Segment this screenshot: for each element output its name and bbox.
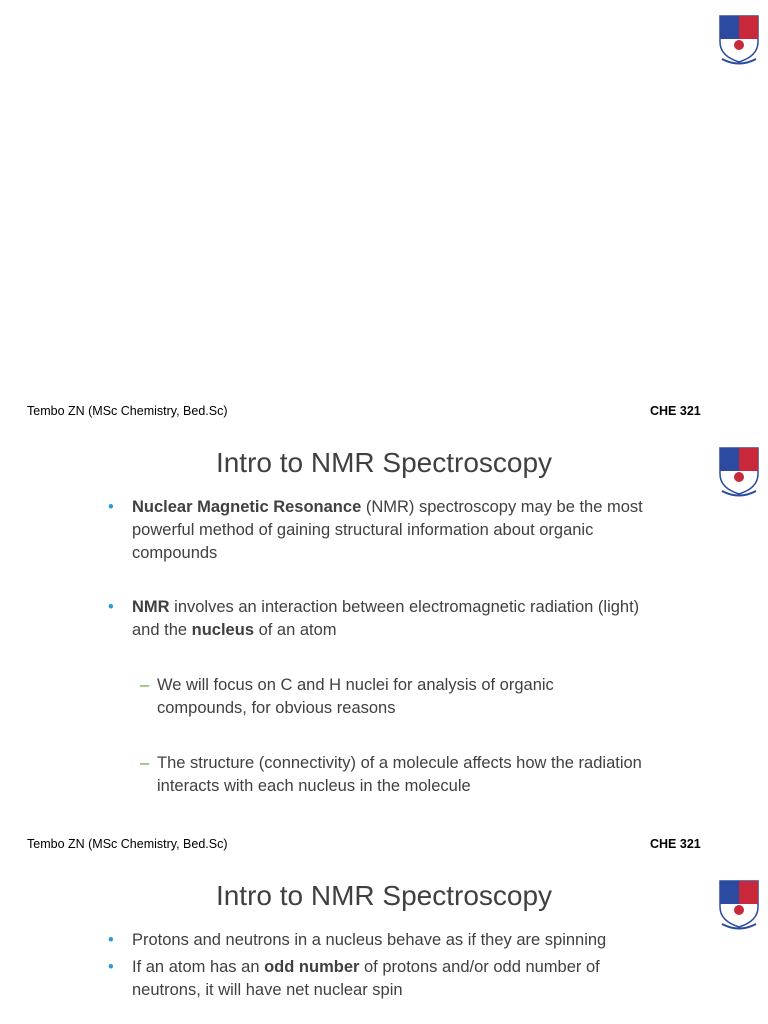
bullet-text: (NMR) spectroscopy may be the most powerful method of gaining structural information about organic compounds — [132, 498, 643, 562]
bullet-list — [108, 496, 648, 798]
university-crest-logo — [716, 444, 762, 498]
bullet-item — [108, 496, 648, 565]
footer-course-code: CHE 321 — [650, 837, 701, 851]
bullet-text: If an atom has an — [132, 958, 265, 976]
sub-bullet-text: The structure (connectivity) of a molecule affects how the radiation interacts with each nucleus in the molecule — [157, 754, 642, 795]
bullet-text: Protons and neutrons in a nucleus behave as if they are spinning — [132, 931, 607, 949]
bullet-text: involves an interaction between electromagnetic radiation (light) and the — [132, 598, 640, 639]
slide-title: Intro to NMR Spectroscopy — [215, 880, 553, 911]
footer-author: Tembo ZN (MSc Chemistry, Bed.Sc) — [27, 404, 228, 418]
slide-title: Intro to NMR Spectroscopy — [215, 447, 553, 478]
bullet-list — [108, 929, 648, 1002]
bullet-marker: • — [108, 958, 114, 976]
bullet-marker: • — [108, 598, 114, 616]
bullet-bold-text: odd number — [264, 958, 360, 976]
university-crest-logo — [716, 877, 762, 931]
bullet-item — [108, 956, 648, 1002]
bullet-marker: • — [108, 931, 114, 949]
sub-bullet-item — [108, 752, 648, 798]
bullet-bold-text: Nuclear Magnetic Resonance — [132, 498, 362, 516]
footer-author: Tembo ZN (MSc Chemistry, Bed.Sc) — [27, 837, 228, 851]
bullet-text: of an atom — [254, 621, 337, 639]
university-crest-logo — [716, 12, 762, 66]
sub-bullet-text: We will focus on C and H nuclei for analysis of organic compounds, for obvious reasons — [157, 676, 554, 717]
sub-bullet-marker: – — [140, 754, 150, 772]
bullet-text: of protons and/or odd number of neutrons, it will have net nuclear spin — [132, 958, 600, 999]
bullet-item — [108, 596, 648, 642]
bullet-marker: • — [108, 498, 114, 516]
bullet-item — [108, 929, 648, 952]
footer-course-code: CHE 321 — [650, 404, 701, 418]
sub-bullet-item — [108, 674, 648, 720]
sub-bullet-marker: – — [140, 676, 150, 694]
bullet-bold-text: NMR — [132, 598, 170, 616]
bullet-bold-text: nucleus — [191, 621, 254, 639]
